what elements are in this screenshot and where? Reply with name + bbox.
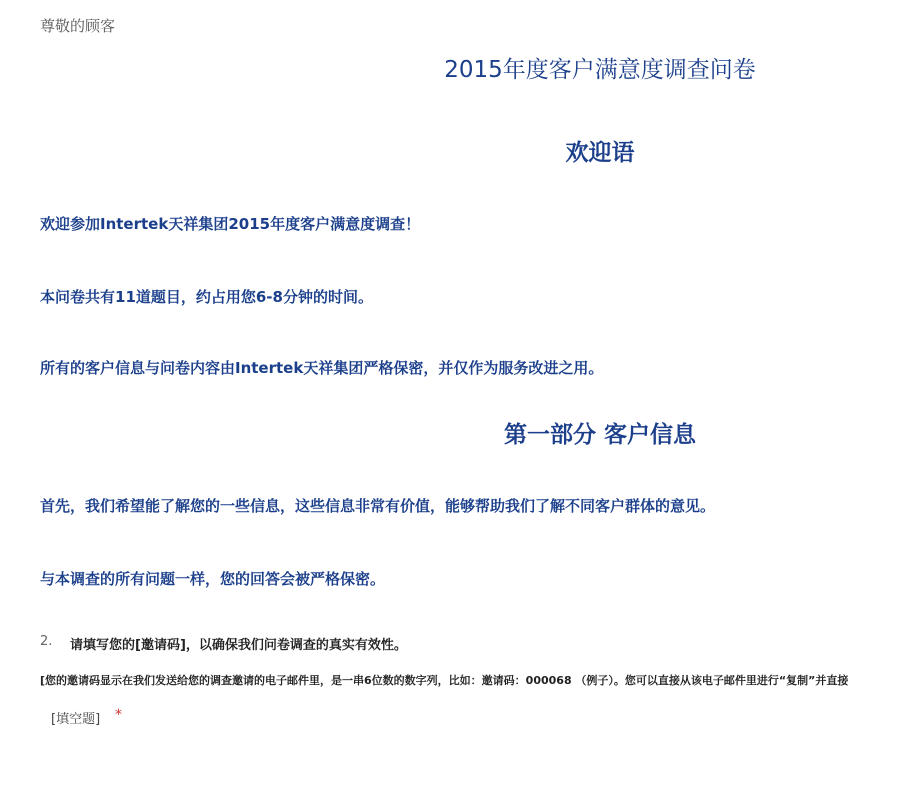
section-paragraph: 与本调查的所有问题一样，您的回答会被严格保密。 xyxy=(40,570,386,588)
welcome-paragraph: 欢迎参加Intertek天祥集团2015年度客户满意度调查！ xyxy=(40,215,421,233)
question-text: 请填写您的[邀请码]，以确保我们问卷调查的真实有效性。 xyxy=(70,638,407,653)
question-number: 2. xyxy=(40,634,53,649)
question-type-label: [填空题] xyxy=(51,712,101,727)
question-hint: [您的邀请码显示在我们发送给您的调查邀请的电子邮件里，是一串6位数的数字列，比如：邀请码：000068 （例子）。您可以直接从该电子邮件里进行“复制”并直接 xyxy=(40,674,849,687)
survey-title: 2015年度客户满意度调查问卷 xyxy=(444,57,756,83)
section-heading: 第一部分 客户信息 xyxy=(503,422,696,448)
welcome-paragraph: 所有的客户信息与问卷内容由Intertek天祥集团严格保密，并仅作为服务改进之用。 xyxy=(40,359,604,377)
welcome-paragraph: 本问卷共有11道题目，约占用您6-8分钟的时间。 xyxy=(40,288,373,306)
welcome-heading: 欢迎语 xyxy=(565,140,635,166)
greeting-text: 尊敬的顾客 xyxy=(40,17,116,35)
required-marker: * xyxy=(115,707,122,723)
section-paragraph: 首先，我们希望能了解您的一些信息，这些信息非常有价值，能够帮助我们了解不同客户群体的意见。 xyxy=(40,497,716,515)
